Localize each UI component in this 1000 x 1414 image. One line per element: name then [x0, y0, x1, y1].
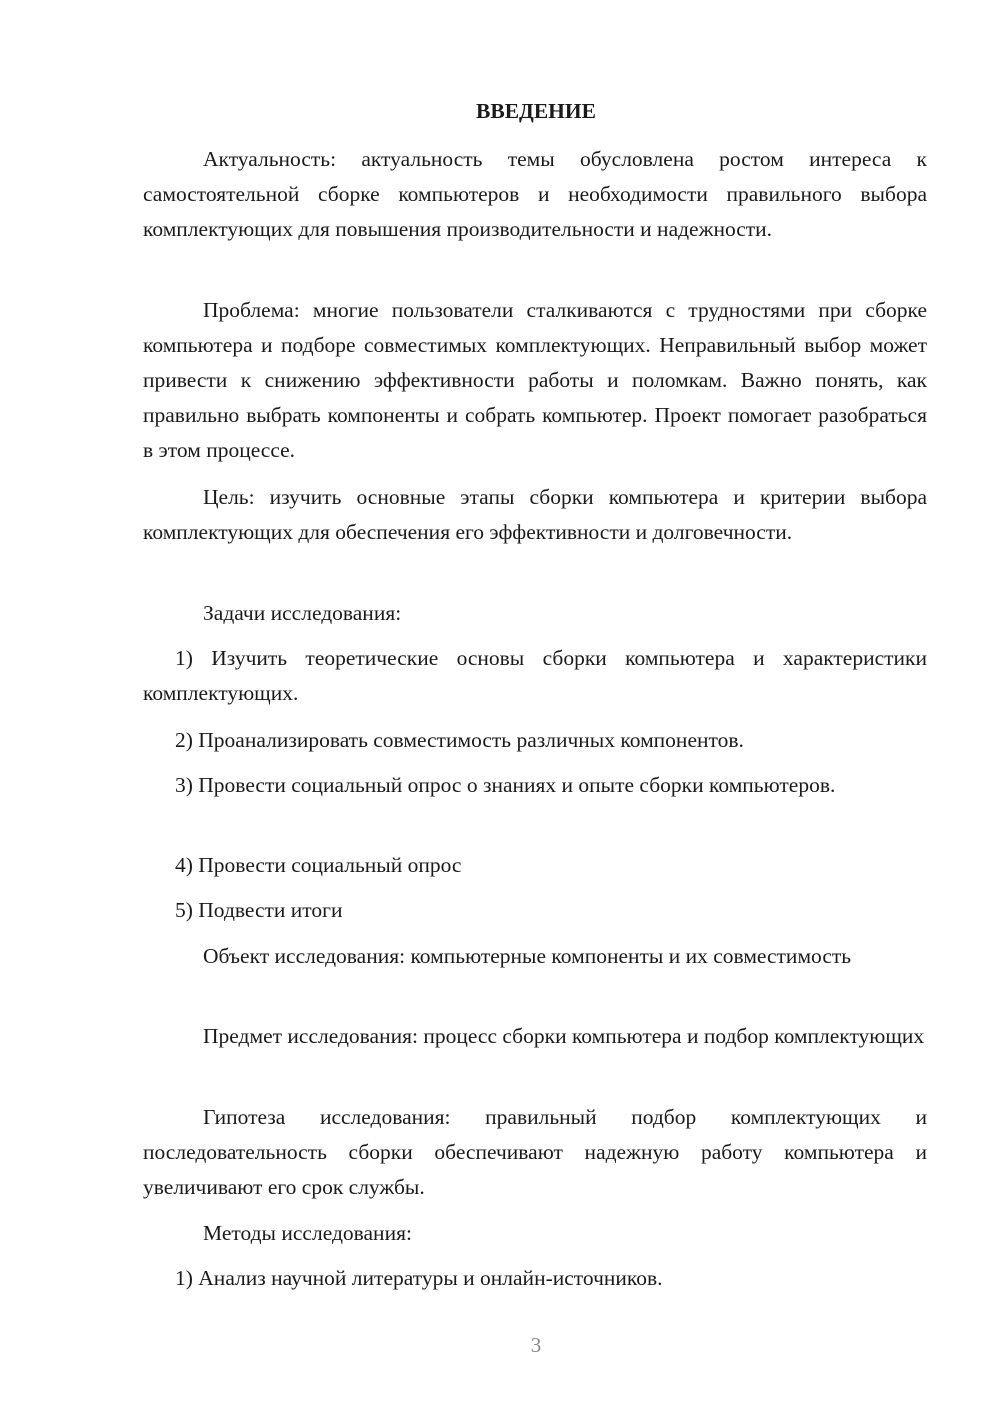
paragraph-hypothesis: Гипотеза исследования: правильный подбор комплектующих и последовательность сборки обеспечивают надежную работу компьютера и увеличивают его срок службы.	[143, 1105, 927, 1199]
method-item-1: 1) Анализ научной литературы и онлайн-источников.	[175, 1266, 663, 1290]
page-title: ВВЕДЕНИЕ	[476, 99, 596, 123]
paragraph-goal: Цель: изучить основные этапы сборки компьютера и критерии выбора комплектующих для обеспечения его эффективности и долговечности.	[143, 485, 927, 544]
paragraph-problem: Проблема: многие пользователи сталкиваются с трудностями при сборке компьютера и подборе совместимых комплектующих. Неправильный выбор может привести к снижению эффективности работы и поломкам. Важно понять, как правильно выбрать компоненты и собрать компьютер. Проект помогает разобраться в этом процессе.	[143, 298, 927, 462]
paragraph-subject: Предмет исследования: процесс сборки компьютера и подбор комплектующих	[203, 1024, 925, 1048]
task-item-5: 5) Подвести итоги	[175, 898, 343, 922]
task-item-4: 4) Провести социальный опрос	[175, 853, 462, 877]
methods-heading: Методы исследования:	[203, 1221, 412, 1245]
tasks-heading: Задачи исследования:	[203, 601, 402, 625]
task-item-3: 3) Провести социальный опрос о знаниях и опыте сборки компьютеров.	[175, 773, 836, 797]
task-item-2: 2) Проанализировать совместимость различных компонентов.	[175, 728, 744, 752]
task-item-1: 1) Изучить теоретические основы сборки компьютера и характеристики комплектующих.	[143, 646, 927, 705]
paragraph-relevance: Актуальность: актуальность темы обусловлена ростом интереса к самостоятельной сборке компьютеров и необходимости правильного выбора комплектующих для повышения производительности и надежности.	[143, 147, 927, 241]
page-number: 3	[530, 1333, 542, 1357]
paragraph-object: Объект исследования: компьютерные компоненты и их совместимость	[203, 944, 852, 968]
